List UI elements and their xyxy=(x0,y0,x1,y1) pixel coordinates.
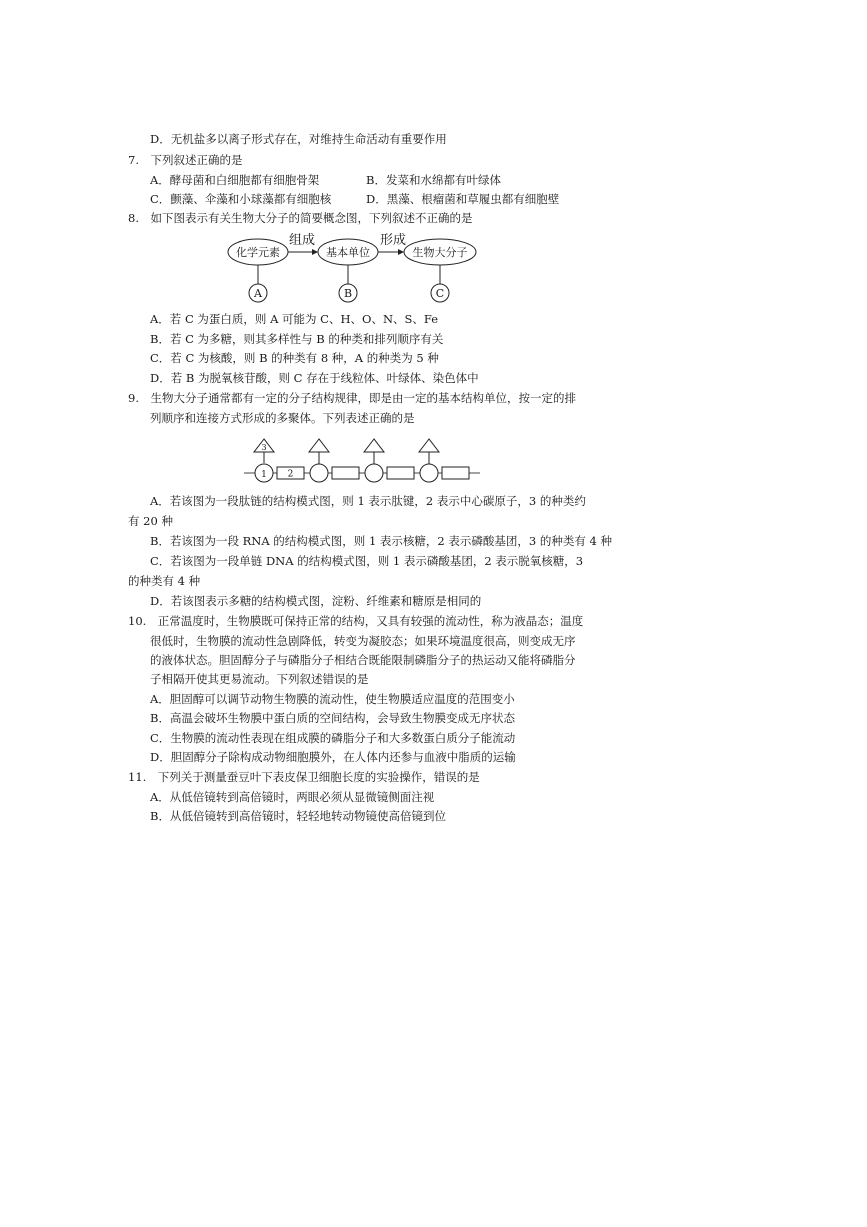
question-9-stem-line1: 9. 生物大分子通常都有一定的分子结构规律，即是由一定的基本结构单位，按一定的排 xyxy=(128,391,576,405)
label-a: A xyxy=(254,287,262,300)
q10-option-d: D．胆固醇分子除构成动物细胞膜外，在人体内还参与血液中脂质的运输 xyxy=(150,750,516,764)
q9-option-b: B．若该图为一段 RNA 的结构模式图，则 1 表示核糖，2 表示磷酸基团，3 的种类有 4 种 xyxy=(150,534,612,548)
node-chemical-elements-label: 化学元素 xyxy=(236,246,280,259)
arrow-label-form: 形成 xyxy=(379,233,407,248)
q9-option-c-line2: 的种类有 4 种 xyxy=(128,574,201,588)
label-2: 2 xyxy=(287,469,294,480)
q10-option-b: B．高温会破坏生物膜中蛋白质的空间结构，会导致生物膜变成无序状态 xyxy=(150,711,515,725)
question-9-stem-line2: 列顺序和连接方式形成的多聚体。下列表述正确的是 xyxy=(150,411,415,425)
q7-option-d: D．黑藻、根瘤菌和草履虫都有细胞壁 xyxy=(366,192,560,206)
question-10-stem-line1: 10. 正常温度时，生物膜既可保持正常的结构，又具有较强的流动性，称为液晶态；温度 xyxy=(128,614,584,628)
question-10-stem-line3: 的液体状态。胆固醇分子与磷脂分子相结合既能限制磷脂分子的热运动又能将磷脂分 xyxy=(150,653,576,667)
question-11-stem: 11. 下列关于测量蚕豆叶下表皮保卫细胞长度的实验操作，错误的是 xyxy=(128,770,480,784)
q7-option-a: A．酵母菌和白细胞都有细胞骨架 xyxy=(150,173,320,187)
q7-option-b: B．发菜和水绵都有叶绿体 xyxy=(366,173,501,187)
question-7-stem: 7. 下列叙述正确的是 xyxy=(128,153,243,167)
q9-option-d: D．若该图表示多糖的结构模式图，淀粉、纤维素和糖原是相同的 xyxy=(150,594,482,608)
label-3: 3 xyxy=(261,443,267,452)
node-basic-units-label: 基本单位 xyxy=(326,246,370,259)
arrow-label-compose: 组成 xyxy=(288,233,316,248)
question-10-stem-line2: 很低时，生物膜的流动性急剧降低，转变为凝胶态；如果环境温度很高，则变成无序 xyxy=(150,634,576,648)
q8-option-c: C．若 C 为核酸，则 B 的种类有 8 种，A 的种类为 5 种 xyxy=(150,351,439,365)
concept-map-diagram xyxy=(215,230,505,310)
question-10-stem-line4: 子相隔开使其更易流动。下列叙述错误的是 xyxy=(150,672,369,686)
q7-option-c: C．颤藻、伞藻和小球藻都有细胞核 xyxy=(150,192,332,206)
q9-option-c-line1: C．若该图为一段单链 DNA 的结构模式图，则 1 表示磷酸基团，2 表示脱氧核糖，3 xyxy=(150,554,584,568)
q8-option-b: B．若 C 为多糖，则其多样性与 B 的种类和排列顺序有关 xyxy=(150,332,444,346)
q11-option-b: B．从低倍镜转到高倍镜时，轻轻地转动物镜使高倍镜到位 xyxy=(150,809,446,823)
q8-option-a: A．若 C 为蛋白质，则 A 可能为 C、H、O、N、S、Fe xyxy=(150,312,439,326)
label-c: C xyxy=(435,287,445,300)
q6-option-d: D．无机盐多以离子形式存在，对维持生命活动有重要作用 xyxy=(150,132,447,146)
question-8-stem: 8. 如下图表示有关生物大分子的简要概念图，下列叙述不正确的是 xyxy=(128,211,473,225)
polymer-chain-diagram xyxy=(244,436,480,486)
node-macromolecule-label: 生物大分子 xyxy=(412,246,468,259)
q10-option-a: A．胆固醇可以调节动物生物膜的流动性，使生物膜适应温度的范围变小 xyxy=(150,692,515,706)
q10-option-c: C．生物膜的流动性表现在组成膜的磷脂分子和大多数蛋白质分子能流动 xyxy=(150,731,516,745)
q9-option-a-line1: A．若该图为一段肽链的结构模式图，则 1 表示肽键，2 表示中心碳原子，3 的种类约 xyxy=(150,494,586,508)
label-b: B xyxy=(343,287,353,300)
label-1: 1 xyxy=(261,470,267,480)
q9-option-a-line2: 有 20 种 xyxy=(128,514,173,528)
q11-option-a: A．从低倍镜转到高倍镜时，两眼必须从显微镜侧面注视 xyxy=(150,790,435,804)
q8-option-d: D．若 B 为脱氧核苷酸，则 C 存在于线粒体、叶绿体、染色体中 xyxy=(150,371,479,385)
